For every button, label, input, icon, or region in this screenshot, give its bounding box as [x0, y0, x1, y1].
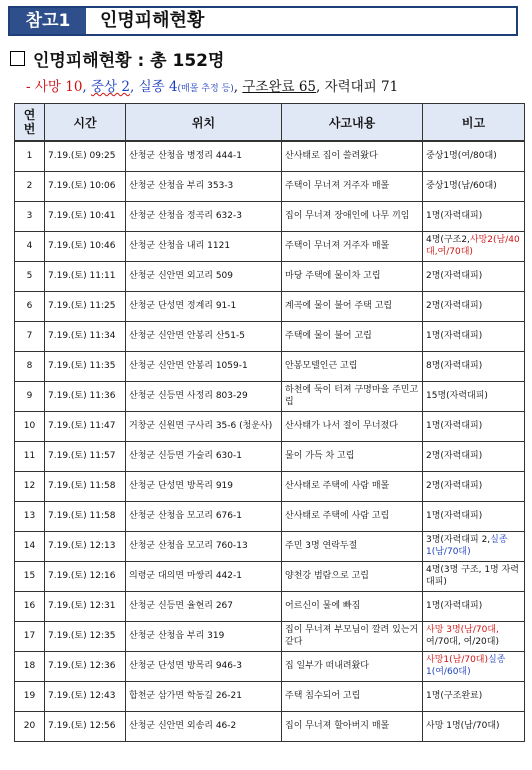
dash: - — [26, 79, 35, 95]
row-time: 7.19.(토) 11:47 — [45, 411, 126, 441]
note-text: 1명(구조완료) — [426, 691, 483, 701]
note-death-text: 사망2(남/40대,여/70대) — [426, 235, 520, 257]
row-number: 7 — [15, 321, 45, 351]
row-location: 산청군 신안면 외송리 46-2 — [126, 711, 282, 741]
note-missing-text: 실종1(여/60대) — [426, 655, 506, 677]
table-body — [15, 141, 525, 741]
table-row — [15, 171, 525, 201]
row-time: 7.19.(토) 11:25 — [45, 291, 126, 321]
row-note — [423, 471, 525, 501]
row-location: 산청군 단성면 방목리 919 — [126, 471, 282, 501]
row-number: 13 — [15, 501, 45, 531]
evac-count: 자력대피 71 — [324, 79, 399, 95]
row-number: 14 — [15, 531, 45, 561]
row-note — [423, 501, 525, 531]
row-note — [423, 411, 525, 441]
table-row — [15, 201, 525, 231]
table-row — [15, 321, 525, 351]
row-description: 주택이 무너져 거주자 매몰 — [282, 231, 423, 261]
row-time: 7.19.(토) 11:58 — [45, 471, 126, 501]
sep: , — [233, 79, 243, 95]
row-number: 20 — [15, 711, 45, 741]
note-text: 여/70대, 여/20대) — [426, 637, 499, 647]
reference-tag: 참고1 — [10, 8, 86, 34]
row-location: 의령군 대의면 마쌍리 442-1 — [126, 561, 282, 591]
checkbox-icon — [10, 51, 25, 66]
row-description: 안봉모텔인근 고립 — [282, 351, 423, 381]
row-note — [423, 231, 525, 261]
row-note — [423, 681, 525, 711]
col-header-time: 시간 — [45, 104, 126, 142]
table-row — [15, 471, 525, 501]
row-time: 7.19.(토) 11:11 — [45, 261, 126, 291]
row-number: 9 — [15, 381, 45, 411]
row-number: 6 — [15, 291, 45, 321]
row-time: 7.19.(토) 11:57 — [45, 441, 126, 471]
row-number: 12 — [15, 471, 45, 501]
row-location: 산청군 신등면 가술리 630-1 — [126, 441, 282, 471]
note-death-text: 사망1(남/70대) — [426, 655, 489, 665]
row-description: 계곡에 물이 불어 주택 고립 — [282, 291, 423, 321]
summary-breakdown — [26, 75, 398, 95]
note-text: 1명(자력대피) — [426, 211, 483, 221]
table-row — [15, 411, 525, 441]
row-description: 집이 무너져 할아버지 매몰 — [282, 711, 423, 741]
row-note — [423, 291, 525, 321]
note-text: 1명(자력대피) — [426, 511, 483, 521]
row-time: 7.19.(토) 11:36 — [45, 381, 126, 411]
row-description: 양천강 범람으로 고립 — [282, 561, 423, 591]
note-text: 8명(자력대피) — [426, 361, 483, 371]
row-description: 산사태로 주택에 사람 매몰 — [282, 471, 423, 501]
note-text: 15명(자력대피) — [426, 391, 488, 401]
note-text: 2명(자력대피) — [426, 301, 483, 311]
missing-count: 실종 4 — [138, 79, 178, 95]
row-location: 산청군 산청읍 부리 319 — [126, 621, 282, 651]
table-row — [15, 381, 525, 411]
col-header-location: 위치 — [126, 104, 282, 142]
table-row — [15, 441, 525, 471]
row-time: 7.19.(토) 11:35 — [45, 351, 126, 381]
row-location: 산청군 단성면 방목리 946-3 — [126, 651, 282, 681]
col-header-no: 연 번 — [15, 104, 45, 142]
row-note — [423, 531, 525, 561]
row-number: 19 — [15, 681, 45, 711]
rescued-count: 구조완료 65 — [242, 79, 316, 95]
row-location: 산청군 산청읍 정곡리 632-3 — [126, 201, 282, 231]
row-location: 산청군 산청읍 모고리 676-1 — [126, 501, 282, 531]
row-number: 4 — [15, 231, 45, 261]
table-row — [15, 681, 525, 711]
table-row — [15, 501, 525, 531]
row-time: 7.19.(토) 11:58 — [45, 501, 126, 531]
row-description: 주택이 무너져 거주자 매몰 — [282, 171, 423, 201]
note-text: 4명(구조2, — [426, 235, 470, 245]
row-location: 산청군 신등면 율현리 267 — [126, 591, 282, 621]
row-time: 7.19.(토) 09:25 — [45, 141, 126, 171]
col-header-description: 사고내용 — [282, 104, 423, 142]
row-number: 1 — [15, 141, 45, 171]
row-time: 7.19.(토) 12:35 — [45, 621, 126, 651]
page-title: 인명피해현황 — [100, 10, 205, 31]
row-description: 집 일부가 떠내려왔다 — [282, 651, 423, 681]
note-text: 3명(자력대피 2, — [426, 535, 491, 545]
table-row — [15, 711, 525, 741]
row-description: 하천에 둑이 터져 구명마을 주민고립 — [282, 381, 423, 411]
table-row — [15, 291, 525, 321]
note-text: 2명(자력대피) — [426, 451, 483, 461]
row-note — [423, 621, 525, 651]
page-header — [8, 6, 518, 36]
sep: , — [82, 79, 92, 95]
row-time: 7.19.(토) 12:16 — [45, 561, 126, 591]
table-row — [15, 531, 525, 561]
row-description: 집이 무너져 부모님이 깔려 있는거같다 — [282, 621, 423, 651]
note-text: 중상1명(남/60대) — [426, 181, 497, 191]
injured-count: 중상 2 — [91, 79, 130, 95]
row-description: 주민 3명 연락두절 — [282, 531, 423, 561]
row-location: 산청군 신안면 안봉리 1059-1 — [126, 351, 282, 381]
row-note — [423, 561, 525, 591]
row-time: 7.19.(토) 12:36 — [45, 651, 126, 681]
row-location: 산청군 산청읍 모고리 760-13 — [126, 531, 282, 561]
row-number: 15 — [15, 561, 45, 591]
table-row — [15, 621, 525, 651]
row-description: 주택에 물이 불어 고립 — [282, 321, 423, 351]
row-location: 산청군 단성면 정계리 91-1 — [126, 291, 282, 321]
row-number: 18 — [15, 651, 45, 681]
row-note — [423, 141, 525, 171]
row-note — [423, 591, 525, 621]
note-text: 2명(자력대피) — [426, 481, 483, 491]
row-number: 8 — [15, 351, 45, 381]
row-description: 물이 가득 차 고립 — [282, 441, 423, 471]
row-time: 7.19.(토) 10:41 — [45, 201, 126, 231]
row-note — [423, 171, 525, 201]
row-note — [423, 351, 525, 381]
row-note — [423, 381, 525, 411]
col-header-note: 비고 — [423, 104, 525, 142]
note-text: 2명(자력대피) — [426, 271, 483, 281]
row-note — [423, 201, 525, 231]
row-note — [423, 711, 525, 741]
table-row — [15, 351, 525, 381]
table-row — [15, 651, 525, 681]
table-row — [15, 231, 525, 261]
row-number: 16 — [15, 591, 45, 621]
table-row — [15, 591, 525, 621]
note-text: 1명(자력대피) — [426, 601, 483, 611]
row-location: 산청군 신등면 사정리 803-29 — [126, 381, 282, 411]
note-death-text: 사망 3명(남/70대, — [426, 625, 499, 635]
row-location: 거창군 신원면 구사리 35-6 (청운사) — [126, 411, 282, 441]
row-time: 7.19.(토) 10:06 — [45, 171, 126, 201]
table-row — [15, 561, 525, 591]
row-description: 산사태로 집이 쓸려왔다 — [282, 141, 423, 171]
row-location: 합천군 삼가면 학동길 26-21 — [126, 681, 282, 711]
row-time: 7.19.(토) 12:13 — [45, 531, 126, 561]
table-row — [15, 141, 525, 171]
deaths-count: 사망 10 — [34, 79, 83, 95]
row-number: 10 — [15, 411, 45, 441]
row-number: 17 — [15, 621, 45, 651]
row-number: 11 — [15, 441, 45, 471]
casualty-table — [14, 103, 525, 742]
row-time: 7.19.(토) 10:46 — [45, 231, 126, 261]
missing-note: (매몰 추정 등) — [177, 84, 234, 94]
row-time: 7.19.(토) 12:43 — [45, 681, 126, 711]
row-description: 마당 주택에 물이차 고립 — [282, 261, 423, 291]
row-time: 7.19.(토) 12:56 — [45, 711, 126, 741]
summary-title: 인명피해현황 : 총 152명 — [33, 51, 225, 71]
row-location: 산청군 산청읍 내리 1121 — [126, 231, 282, 261]
row-description: 어르신이 물에 빠짐 — [282, 591, 423, 621]
note-text: 사망 1명(남/70대) — [426, 721, 500, 731]
row-time: 7.19.(토) 12:31 — [45, 591, 126, 621]
sep: , — [316, 79, 325, 95]
table-row — [15, 261, 525, 291]
row-description: 산사태로 주택에 사람 고립 — [282, 501, 423, 531]
row-note — [423, 261, 525, 291]
note-text: 1명(자력대피) — [426, 331, 483, 341]
summary-heading — [10, 46, 224, 71]
row-description: 주택 침수되어 고립 — [282, 681, 423, 711]
sep: , — [129, 79, 139, 95]
note-text: 1명(자력대피) — [426, 421, 483, 431]
row-note — [423, 441, 525, 471]
row-number: 2 — [15, 171, 45, 201]
row-location: 산청군 산청읍 부리 353-3 — [126, 171, 282, 201]
row-location: 산청군 신안면 안봉리 산51-5 — [126, 321, 282, 351]
note-missing-text: 실종 1(남/70대) — [426, 535, 508, 557]
note-text: 중상1명(여/80대) — [426, 151, 497, 162]
row-description: 집이 무너져 장애인에 나무 끼임 — [282, 201, 423, 231]
row-number: 5 — [15, 261, 45, 291]
note-text: 4명(3명 구조, 1명 자력대피) — [426, 565, 519, 587]
row-description: 산사태가 나서 절이 무너졌다 — [282, 411, 423, 441]
table-header-row — [15, 104, 525, 142]
row-number: 3 — [15, 201, 45, 231]
row-note — [423, 321, 525, 351]
row-time: 7.19.(토) 11:34 — [45, 321, 126, 351]
row-note — [423, 651, 525, 681]
row-location: 산청군 산청읍 병정리 444-1 — [126, 141, 282, 171]
row-location: 산청군 신안면 외고리 509 — [126, 261, 282, 291]
